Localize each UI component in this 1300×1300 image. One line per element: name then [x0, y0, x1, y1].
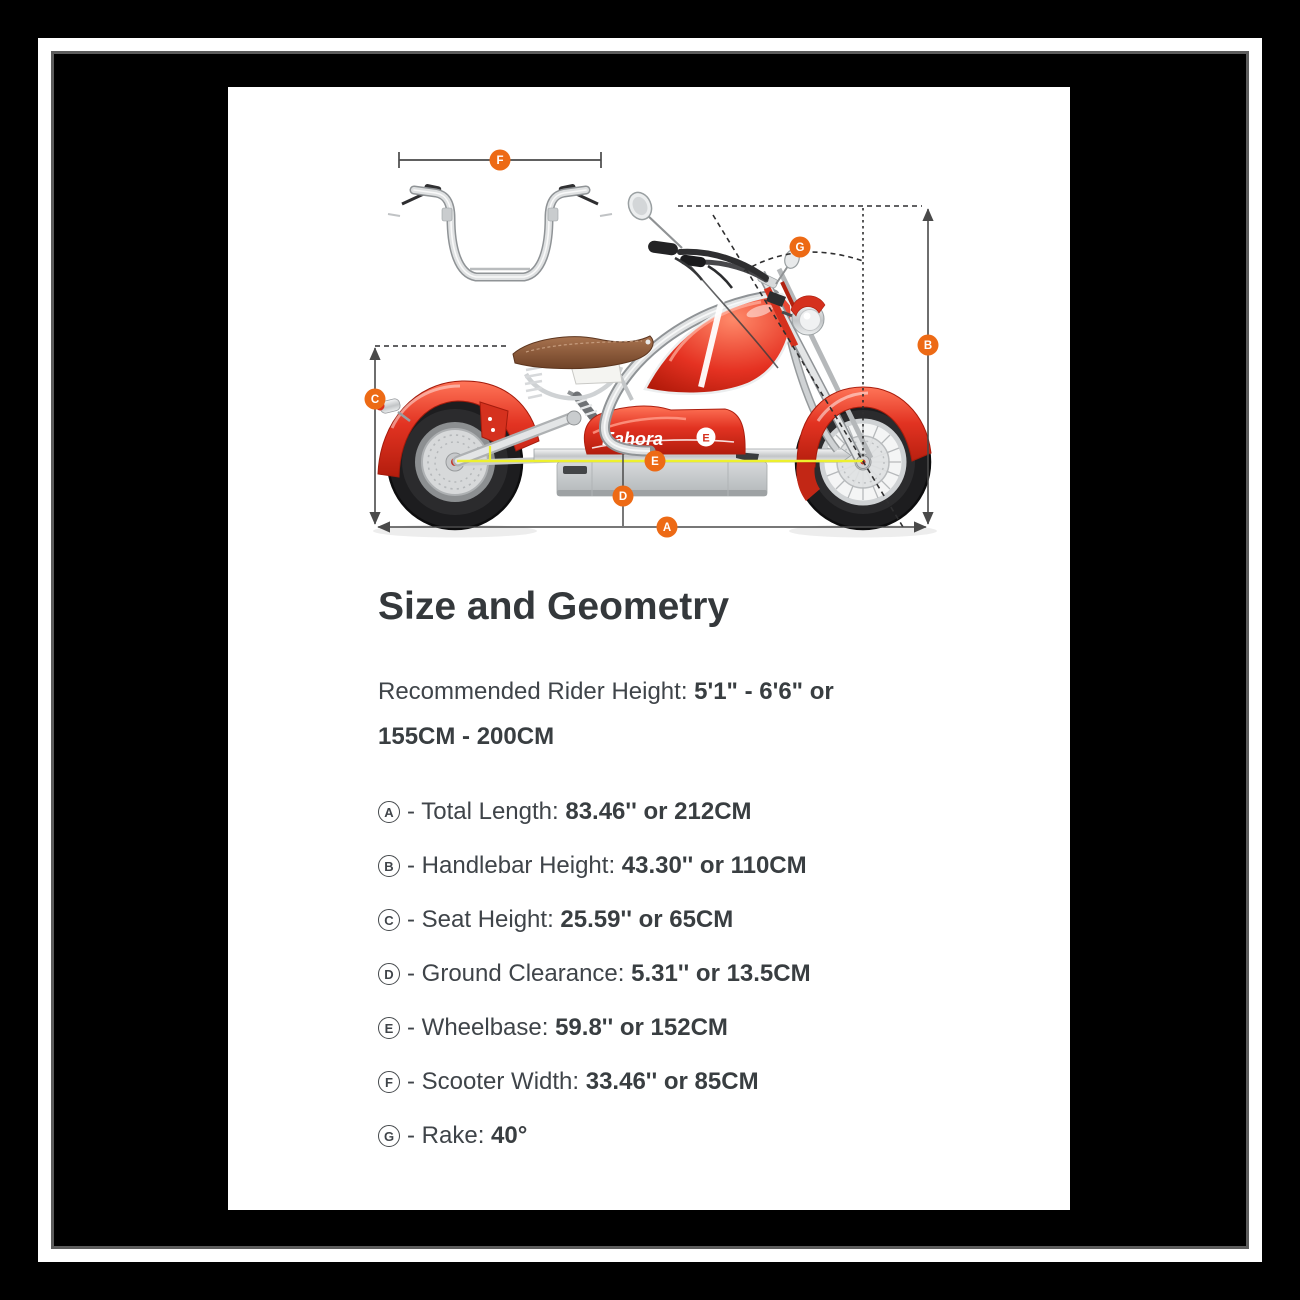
spec-letter-badge: G	[378, 1125, 400, 1147]
rider-height-label: Recommended Rider Height:	[378, 678, 695, 705]
spec-label: - Handlebar Height:	[407, 852, 622, 879]
spec-value: 33.46'' or 85CM	[585, 1068, 759, 1095]
spec-label: - Seat Height:	[407, 906, 561, 933]
svg-text:F: F	[496, 155, 504, 167]
rider-height-value-line2: 155CM - 200CM	[378, 723, 555, 750]
spec-letter-badge: D	[378, 963, 400, 985]
spec-letter-badge: E	[378, 1017, 400, 1039]
handlebar-top-view	[388, 183, 612, 277]
badge-g	[790, 237, 811, 258]
spec-row-ground-clearance	[378, 947, 958, 1001]
spec-value: 43.30'' or 110CM	[621, 852, 807, 879]
spec-value: 5.31'' or 13.5CM	[631, 960, 811, 987]
spec-letter-badge: A	[378, 801, 400, 823]
section-title: Size and Geometry	[378, 585, 730, 628]
size-geometry-section	[378, 585, 958, 1163]
left-mirror	[624, 189, 682, 248]
spec-row-total-length	[378, 785, 958, 839]
spec-value: 83.46'' or 212CM	[565, 798, 752, 825]
spec-label: - Ground Clearance:	[407, 960, 632, 987]
svg-text:D: D	[618, 491, 628, 503]
svg-text:C: C	[370, 394, 380, 406]
badge-b	[918, 335, 939, 356]
spec-label: - Wheelbase:	[407, 1014, 556, 1041]
spec-row-handlebar-height	[378, 839, 958, 893]
svg-text:G: G	[795, 242, 805, 254]
rider-height-text	[378, 669, 958, 759]
spec-letter-badge: F	[378, 1071, 400, 1093]
spec-value: 40°	[491, 1122, 528, 1149]
spec-row-wheelbase	[378, 1001, 958, 1055]
rider-height-value-line1: 5'1" - 6'6" or	[694, 678, 834, 705]
badge-c	[365, 389, 386, 410]
svg-text:B: B	[923, 340, 933, 352]
brand-logo-text: Eahora	[602, 429, 664, 449]
spec-row-rake	[378, 1109, 958, 1163]
spec-row-seat-height	[378, 893, 958, 947]
svg-text:E: E	[651, 456, 659, 468]
scooter-dimension-figure	[330, 130, 952, 550]
seat-springs	[525, 367, 542, 398]
badge-a	[657, 517, 678, 538]
spec-row-scooter-width	[378, 1055, 958, 1109]
brand-logo-initial: E	[702, 432, 710, 445]
content-panel	[228, 87, 1070, 1210]
spec-label: - Rake:	[407, 1122, 492, 1149]
spec-value: 59.8'' or 152CM	[555, 1014, 728, 1041]
badge-f	[490, 150, 511, 171]
spec-label: - Scooter Width:	[407, 1068, 586, 1095]
badge-d	[613, 486, 634, 507]
spec-label: - Total Length:	[407, 798, 566, 825]
spec-list	[378, 785, 958, 1163]
svg-text:A: A	[662, 522, 672, 534]
badge-e	[645, 451, 666, 472]
spec-letter-badge: B	[378, 855, 400, 877]
spec-letter-badge: C	[378, 909, 400, 931]
spec-value: 25.59'' or 65CM	[560, 906, 734, 933]
